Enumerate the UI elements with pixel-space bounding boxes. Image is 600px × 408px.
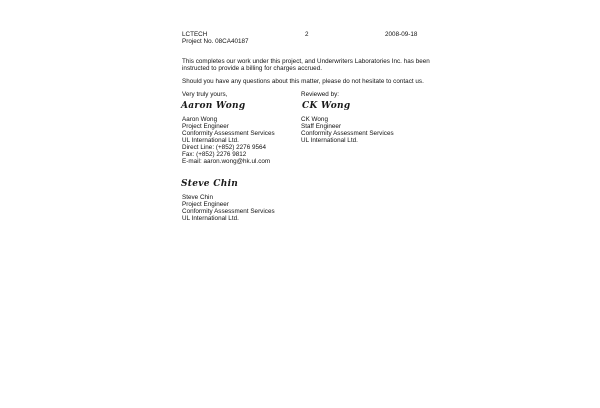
signatory-1-name: Aaron Wong bbox=[182, 116, 218, 123]
signatory-2-company: UL International Ltd. bbox=[182, 215, 239, 222]
signatory-2-title: Project Engineer bbox=[182, 201, 229, 208]
paragraph-2: Should you have any questions about this matter, please do not hesitate to contact us. bbox=[182, 78, 424, 85]
signatory-1-block bbox=[182, 116, 275, 165]
company-name: LCTECH bbox=[182, 31, 208, 38]
reviewer-company: UL International Ltd. bbox=[301, 137, 358, 144]
signatory-1-company: UL International Ltd. bbox=[182, 137, 239, 144]
document-date: 2008-09-18 bbox=[385, 31, 418, 38]
signatory-2-name: Steve Chin bbox=[182, 194, 214, 201]
salutation: Very truly yours, bbox=[182, 91, 228, 98]
signatory-2-block bbox=[182, 194, 275, 222]
signatory-2-department: Conformity Assessment Services bbox=[182, 208, 275, 215]
signature-aaron-wong: Aaron Wong bbox=[181, 101, 246, 111]
signature-ck-wong: CK Wong bbox=[302, 101, 351, 111]
reviewer-block bbox=[301, 116, 394, 144]
signatory-1-email: E-mail: aaron.wong@hk.ul.com bbox=[182, 158, 271, 165]
page-number: 2 bbox=[305, 31, 309, 38]
reviewer-title: Staff Engineer bbox=[301, 123, 342, 130]
paragraph-1-line-2: instructed to provide a billing for charges accrued. bbox=[182, 65, 322, 72]
signatory-1-title: Project Engineer bbox=[182, 123, 229, 130]
signatory-1-fax: Fax: (+852) 2276 9812 bbox=[182, 151, 247, 158]
project-number: Project No. 08CA40187 bbox=[182, 38, 249, 45]
reviewer-name: CK Wong bbox=[301, 116, 328, 123]
reviewed-by-label: Reviewed by: bbox=[301, 91, 340, 98]
signature-steve-chin: Steve Chin bbox=[181, 179, 239, 189]
paragraph-1-line-1: This completes our work under this project, and Underwriters Laboratories Inc. has been bbox=[182, 58, 430, 65]
signatory-1-department: Conformity Assessment Services bbox=[182, 130, 275, 137]
reviewer-department: Conformity Assessment Services bbox=[301, 130, 394, 137]
signatory-1-direct-line: Direct Line: (+852) 2276 9564 bbox=[182, 144, 267, 151]
